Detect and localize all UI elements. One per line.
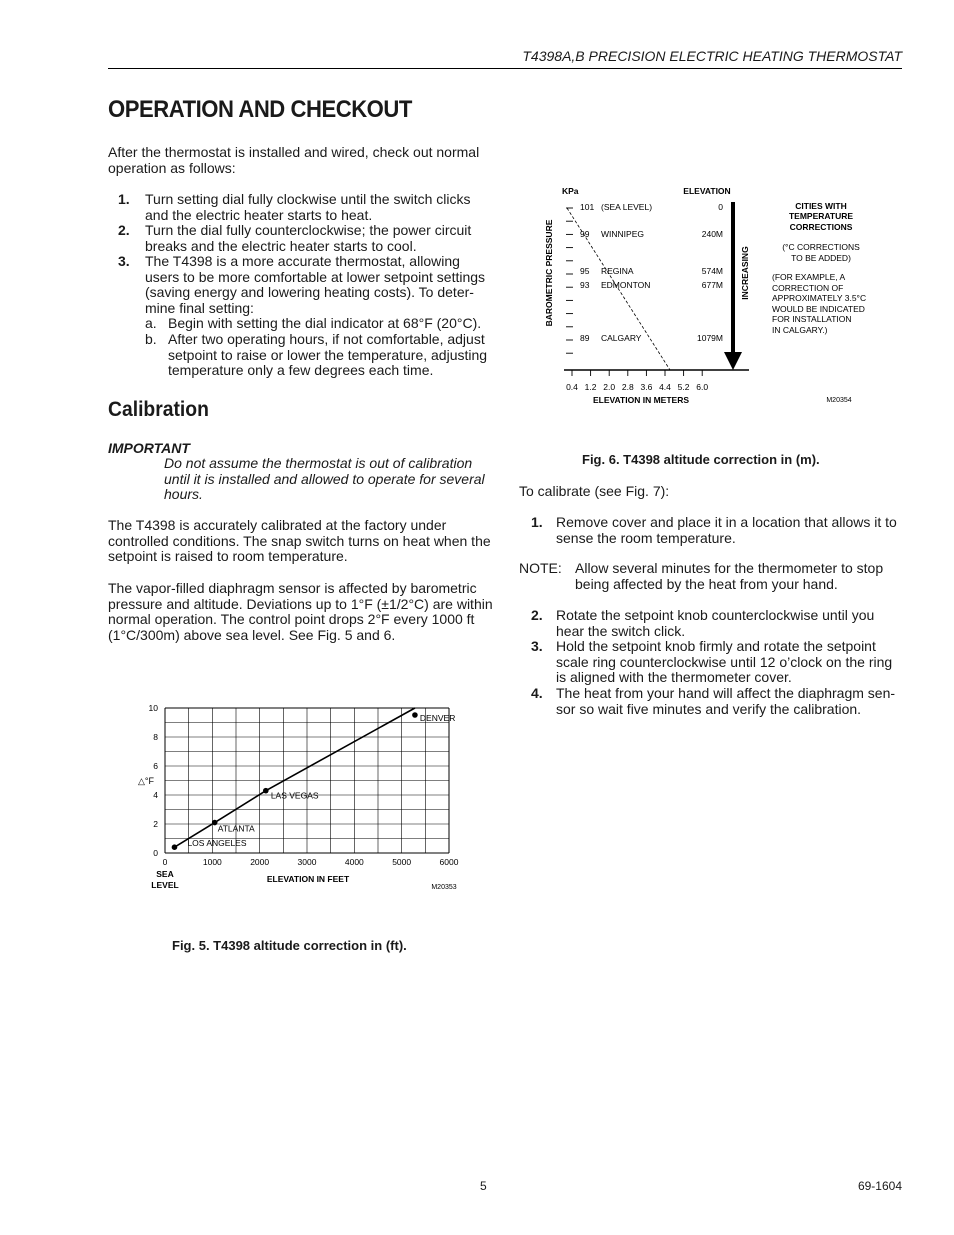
step-text: Hold the setpoint knob firmly and rotate the setpoint scale ring counterclockwise until 12 o’clock on the ring is aligned with the thermometer cover. [556, 638, 893, 685]
fig6-elevation-value: 1079M [697, 333, 723, 343]
fig5-y-tick-label: 10 [148, 703, 158, 713]
important-label: IMPORTANT [108, 440, 190, 456]
step-number: 4. [531, 685, 543, 701]
notes-example-line: WOULD BE INDICATED [772, 304, 865, 314]
fig6-x-tick-label: 3.6 [640, 382, 653, 392]
fig5-level-label: LEVEL [151, 880, 179, 890]
fig6-x-tick-label: 2.0 [603, 382, 616, 392]
substep-letter: b. [145, 331, 157, 347]
fig5-point-label: DENVER [419, 713, 456, 723]
calibrate-intro: To calibrate (see Fig. 7): [519, 483, 670, 499]
fig6-arrow-label: INCREASING [740, 246, 750, 300]
fig6-kpa-value: 89 [580, 333, 590, 343]
fig6-elevation-value: 0 [718, 202, 723, 212]
notes-example-line: IN CALGARY.) [772, 325, 828, 335]
notes-example-line: FOR INSTALLATION [772, 314, 852, 324]
page-number: 5 [480, 1179, 487, 1193]
sensor-paragraph: The vapor-filled diaphragm sensor is affected by barometric pressure and altitude. Deviations up to 1°F (±1/2°C) are within normal operation. The control point drops 2°F every 1000 ft (1°C/300m) above sea level. See Fig. 5 and 6. [108, 580, 493, 643]
step-number: 2. [531, 607, 543, 623]
fig5-grid [165, 708, 449, 853]
step-text: Turn setting dial fully clockwise until the switch clicks and the electric heater starts to heat. [145, 191, 471, 223]
fig5-y-tick-label: 6 [153, 761, 158, 771]
fig5-series-line [174, 708, 414, 847]
fig6-altitude-chart [540, 182, 885, 410]
fig6-elevation-value: 677M [701, 280, 723, 290]
fig5-point-label: LOS ANGELES [187, 838, 247, 849]
fig5-xlabel: ELEVATION IN FEET [266, 874, 350, 884]
substep-text: Begin with setting the dial indicator at 68°F (20°C). [168, 315, 482, 331]
step-text: The heat from your hand will affect the diaphragm sen- sor so wait five minutes and verify the calibration. [556, 685, 896, 717]
fig5-series [172, 708, 456, 850]
fig5-x-tick-label: 5000 [392, 857, 412, 867]
fig5-point-label: LAS VEGAS [270, 790, 319, 801]
notes-example-line: CORRECTION OF [772, 283, 844, 293]
fig6-elevation-value: 574M [701, 266, 723, 276]
fig6-city-name: EDMONTON [601, 280, 651, 290]
fig5-data-point [263, 788, 269, 794]
fig5-x-tick-label: 1000 [202, 857, 222, 867]
fig6-x-tick-label: 5.2 [677, 382, 690, 392]
notes-example-line: APPROXIMATELY 3.5°C [772, 293, 867, 303]
fig5-y-tick-label: 8 [153, 732, 158, 742]
note-text: Allow several minutes for the thermometer to stop being affected by the heat from your hand. [575, 560, 884, 592]
fig6-y-axis-label: BAROMETRIC PRESSURE [544, 219, 554, 327]
section-title-operation: OPERATION AND CHECKOUT [108, 96, 412, 123]
fig6-caption: Fig. 6. T4398 altitude correction in (m). [582, 452, 820, 467]
fig5-x-tick-label: 4000 [344, 857, 364, 867]
fig5-y-tick-label: 4 [153, 790, 158, 800]
fig6-city-name: REGINA [601, 266, 634, 276]
fig6-city-name: (SEA LEVEL) [601, 202, 653, 212]
fig5-altitude-chart [130, 700, 470, 900]
fig6-x-tick-label: 0.4 [566, 382, 578, 392]
fig5-ylabel: △°F [138, 776, 155, 786]
fig6-kpa-value: 99 [580, 229, 590, 239]
step-text: Rotate the setpoint knob counterclockwise until you hear the switch click. [556, 607, 875, 639]
fig6-x-tick-label: 6.0 [696, 382, 709, 392]
running-header: T4398A,B PRECISION ELECTRIC HEATING THERMOSTAT [522, 48, 902, 64]
calibration-steps [519, 515, 909, 720]
substep-letter: a. [145, 315, 157, 331]
operation-steps [108, 192, 498, 382]
fig5-x-tick-label: 6000 [439, 857, 459, 867]
fig5-data-point [212, 820, 218, 826]
step-number: 1. [531, 514, 543, 530]
step-number: 1. [118, 191, 130, 207]
notes-example-line: (FOR EXAMPLE, A [772, 272, 846, 282]
fig6-elevation-header: ELEVATION [683, 186, 731, 196]
substep-text: After two operating hours, if not comfortable, adjust setpoint to raise or lower the temperature, adjusting temperature only a few degrees each time. [168, 331, 488, 378]
fig5-y-tick-label: 2 [153, 819, 158, 829]
fig5-sea-label: SEA [156, 869, 174, 879]
fig6-x-tick-label: 1.2 [584, 382, 597, 392]
fig6-x-tick-label: 2.8 [621, 382, 634, 392]
step-text: Remove cover and place it in a location that allows it to sense the room temperature. [556, 514, 897, 546]
notes-heading-line: TEMPERATURE [788, 211, 854, 221]
fig6-kpa-value: 101 [580, 202, 595, 212]
header-rule [108, 68, 902, 69]
fig5-x-tick-label: 0 [162, 857, 168, 867]
fig5-point-label: ATLANTA [217, 823, 255, 834]
step-text: The T4398 is a more accurate thermostat, allowing users to be more comfortable at lower setpoint settings (saving energy and lowering heating costs). To deter- mine final setting: [145, 253, 486, 316]
intro-paragraph: After the thermostat is installed and wired, check out normal operation as follows: [108, 144, 480, 176]
fig5-figure-id: M20353 [431, 884, 457, 891]
fig6-city-name: WINNIPEG [601, 229, 644, 239]
fig6-notes-example [772, 272, 866, 335]
fig6-elevation-value: 240M [701, 229, 723, 239]
important-note: Do not assume the thermostat is out of calibration until it is installed and allowed to operate for several hours. [164, 455, 485, 502]
note-label: NOTE: [519, 560, 562, 576]
fig6-x-tick-label: 4.4 [659, 382, 671, 392]
fig6-kpa-value: 93 [580, 280, 590, 290]
fig6-x-ticks [566, 370, 708, 392]
fig6-xlabel: ELEVATION IN METERS [592, 395, 690, 405]
fig6-kpa-value: 95 [580, 266, 590, 276]
step-number: 3. [118, 253, 130, 269]
notes-heading-line: CITIES WITH [795, 201, 847, 211]
fig6-figure-id: M20354 [826, 397, 852, 404]
notes-sub-line: TO BE ADDED) [791, 253, 851, 263]
fig5-caption: Fig. 5. T4398 altitude correction in (ft). [172, 938, 407, 953]
fig5-data-point [412, 712, 418, 718]
fig6-pressure-ticks [566, 208, 573, 353]
section-title-calibration: Calibration [108, 398, 209, 421]
fig6-notes [782, 201, 860, 263]
notes-sub-line: (°C CORRECTIONS [782, 242, 860, 252]
step-text: Turn the dial fully counterclockwise; the power circuit breaks and the electric heater starts to cool. [145, 222, 472, 254]
fig6-arrow-shaft [731, 202, 735, 354]
fig6-arrow-head [724, 352, 742, 370]
step-number: 2. [118, 222, 130, 238]
fig6-city-name: CALGARY [601, 333, 642, 343]
step-number: 3. [531, 638, 543, 654]
fig5-y-tick-label: 0 [153, 848, 158, 858]
calibration-paragraph: The T4398 is accurately calibrated at the factory under controlled conditions. The snap switch turns on heat when the setpoint is raised to room temperature. [108, 517, 491, 564]
fig6-kpa-header: KPa [562, 186, 579, 196]
fig5-x-tick-label: 2000 [250, 857, 270, 867]
doc-number: 69-1604 [857, 1179, 902, 1193]
fig6-rows [580, 202, 723, 343]
fig5-x-tick-label: 3000 [297, 857, 317, 867]
notes-heading-line: CORRECTIONS [789, 222, 853, 232]
fig5-data-point [172, 844, 178, 850]
